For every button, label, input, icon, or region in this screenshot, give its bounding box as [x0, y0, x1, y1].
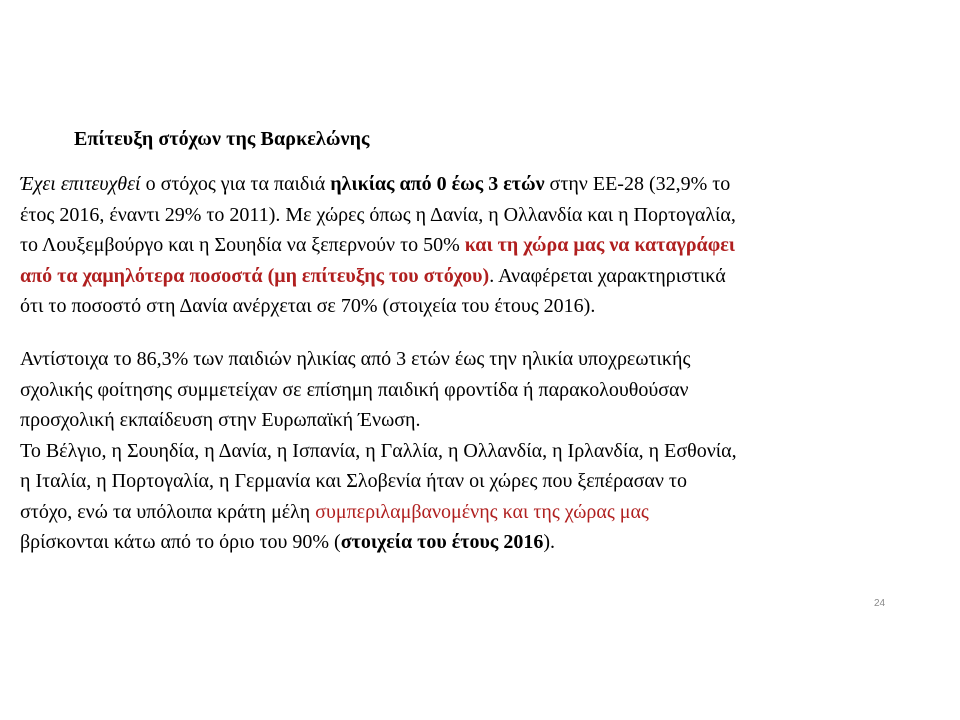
text-run: στην ΕΕ-28 (32,9% το: [544, 173, 731, 195]
bold-phrase-age: ηλικίας από 0 έως 3 ετών: [330, 173, 545, 195]
paragraph1-line-4: [20, 261, 900, 292]
text-run: ο στόχος για τα παιδιά: [140, 173, 331, 195]
paragraph2-line-7: [20, 527, 900, 558]
paragraph2-line-5: η Ιταλία, η Πορτογαλία, η Γερμανία και Σλοβενία ήταν οι χώρες που ξεπέρασαν το: [20, 470, 687, 492]
page-number: 24: [874, 598, 886, 609]
bold-phrase-year: στοιχεία του έτους 2016: [340, 531, 544, 553]
slide-title: Επίτευξη στόχων της Βαρκελώνης: [74, 128, 370, 150]
text-run: ).: [543, 531, 556, 553]
paragraph2-line-6: [20, 497, 900, 528]
paragraph1-line-2: έτος 2016, έναντι 29% το 2011). Με χώρες όπως η Δανία, η Ολλανδία και η Πορτογαλία,: [20, 203, 736, 226]
paragraph1-line-1: [20, 169, 900, 200]
text-run: στόχο, ενώ τα υπόλοιπα κράτη μέλη: [20, 500, 316, 523]
italic-phrase: Έχει επιτευχθεί: [20, 173, 141, 195]
text-run: βρίσκονται κάτω από το όριο του 90% (: [20, 531, 341, 553]
paragraph1-line-3: [20, 230, 900, 261]
text-run: . Αναφέρεται χαρακτηριστικά: [489, 264, 726, 287]
text-run: το Λουξεμβούργο και η Σουηδία να ξεπερνούν το 50%: [20, 234, 465, 256]
paragraph1-line-5: ότι το ποσοστό στη Δανία ανέρχεται σε 70% (στοιχεία του έτους 2016).: [20, 295, 596, 317]
paragraph2-line-3: προσχολική εκπαίδευση στην Ευρωπαϊκή Ένωση.: [20, 409, 421, 431]
paragraph-barcelona-3-plus: [20, 344, 900, 558]
red-phrase: συμπεριλαμβανομένης και της χώρας μας: [315, 500, 649, 523]
red-bold-phrase: και τη χώρα μας να καταγράφει: [464, 234, 735, 256]
paragraph2-line-4: Το Βέλγιο, η Σουηδία, η Δανία, η Ισπανία, η Γαλλία, η Ολλανδία, η Ιρλανδία, η Εσθονία,: [20, 439, 737, 462]
red-bold-phrase: από τα χαμηλότερα ποσοστά (μη επίτευξης του στόχου): [20, 264, 490, 287]
paragraph2-line-1: Αντίστοιχα το 86,3% των παιδιών ηλικίας από 3 ετών έως την ηλικία υποχρεωτικής: [20, 348, 691, 370]
paragraph-barcelona-0-3: [20, 169, 900, 322]
paragraph2-line-2: σχολικής φοίτησης συμμετείχαν σε επίσημη παιδική φροντίδα ή παρακολουθούσαν: [20, 378, 689, 401]
